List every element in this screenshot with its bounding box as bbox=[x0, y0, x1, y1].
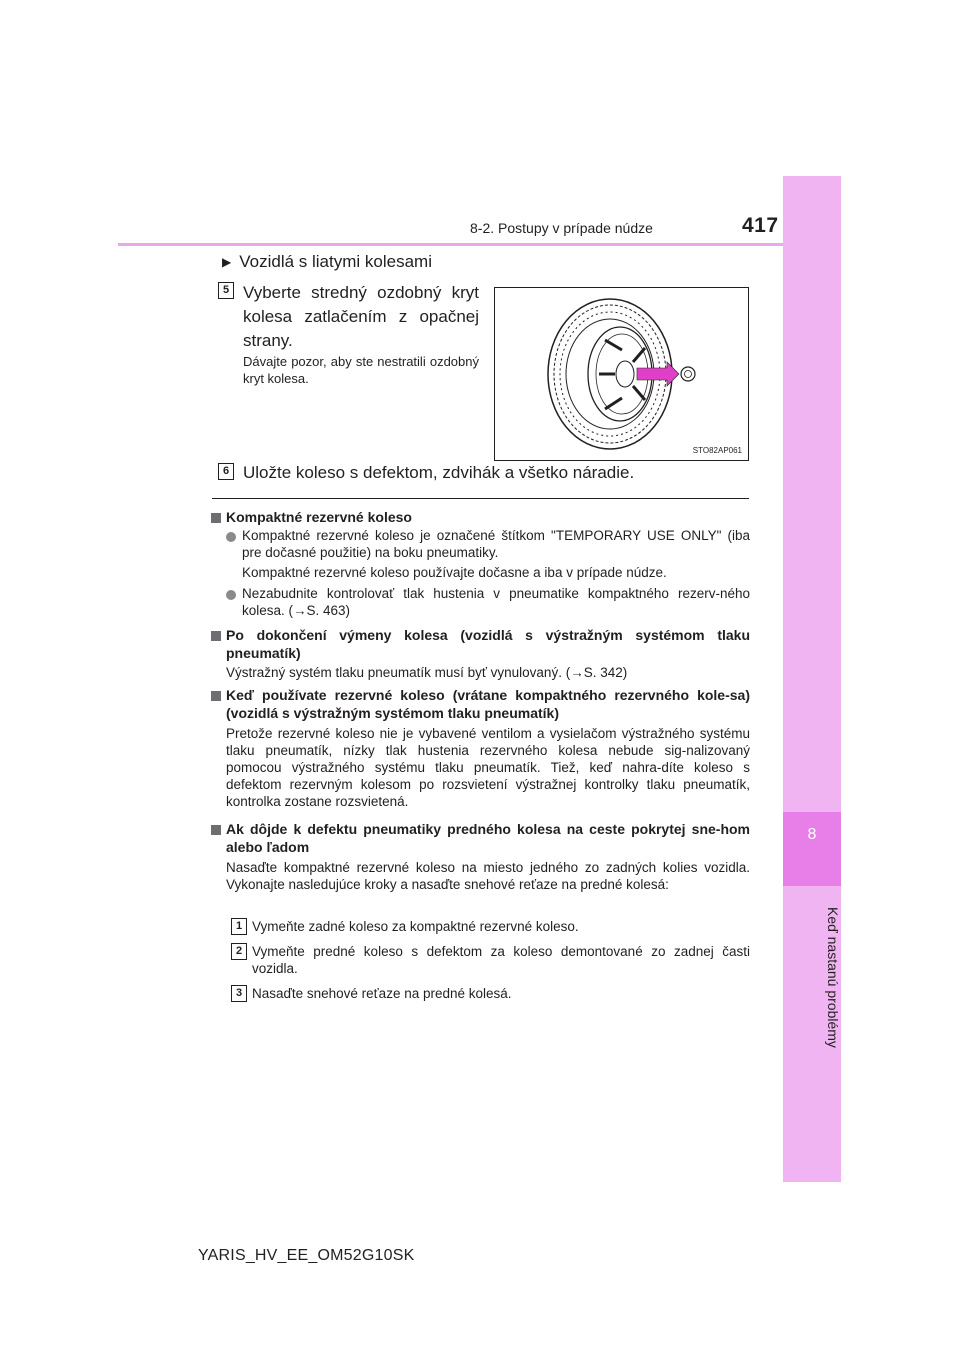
document-code: YARIS_HV_EE_OM52G10SK bbox=[198, 1247, 415, 1264]
step-number-box: 2 bbox=[231, 943, 247, 960]
note-bullet-text: Kompaktné rezervné koleso používajte dočasne a iba v prípade núdze. bbox=[242, 565, 667, 580]
section-title: 8-2. Postupy v prípade núdze bbox=[470, 220, 653, 236]
header-divider bbox=[118, 243, 840, 246]
square-bullet-icon bbox=[211, 631, 221, 641]
note-heading: Kompaktné rezervné koleso bbox=[226, 509, 412, 525]
square-bullet-icon bbox=[211, 825, 221, 835]
square-bullet-icon bbox=[211, 691, 221, 701]
chapter-side-tab-active bbox=[783, 812, 841, 886]
note-bullet-text: Kompaktné rezervné koleso je označené štítkom "TEMPORARY USE ONLY" (iba pre dočasné použitie) na boku pneumatiky. bbox=[242, 528, 750, 560]
tire-with-arrow-drawing bbox=[495, 288, 748, 460]
note-heading: Ak dôjde k defektu pneumatiky predného kolesa na ceste pokrytej sne-hom alebo ľadom bbox=[226, 821, 750, 855]
note-text: Pretože rezervné koleso nie je vybavené ventilom a vysielačom výstražného systému tlaku pneumatík, nízky tlak hustenia rezervného kolesa nebude sig-nalizovaný pomocou výstražného systému tlaku pneumatík. Tiež, keď nahra-díte koleso s defektom rezervným kolesom po rozsvietení výstražnej kontrolky tlaku pneumatík, kontrolka zostane rozsvietená. bbox=[226, 726, 750, 809]
step-text: Uložte koleso s defektom, zdvihák a všetko náradie. bbox=[243, 463, 635, 482]
square-bullet-icon bbox=[211, 513, 221, 523]
step-text: Vyberte stredný ozdobný kryt kolesa zatlačením z opačnej strany. bbox=[243, 283, 479, 350]
step-number-box: 6 bbox=[218, 463, 234, 480]
step-number-box: 5 bbox=[218, 282, 234, 299]
step-text: Nasaďte snehové reťaze na predné kolesá. bbox=[252, 986, 512, 1001]
step-text: Vymeňte predné koleso s defektom za koleso demontované zo zadnej časti vozidla. bbox=[252, 944, 750, 976]
chapter-title: Keď nastanú problémy bbox=[825, 906, 841, 1048]
note-heading: Po dokončení výmeny kolesa (vozidlá s výstražným systémom tlaku pneumatík) bbox=[226, 627, 750, 661]
circle-bullet-icon bbox=[226, 590, 236, 600]
step-note: Dávajte pozor, aby ste nestratili ozdobný kryt kolesa. bbox=[243, 354, 479, 386]
step-number-box: 1 bbox=[231, 918, 247, 935]
note-bullet-text: Nezabudnite kontrolovať tlak hustenia v pneumatike kompaktného rezerv-ného kolesa. (→S. 463) bbox=[242, 586, 750, 618]
subsection-heading: ▶ Vozidlá s liatymi kolesami bbox=[222, 252, 432, 271]
step-text: Vymeňte zadné koleso za kompaktné rezervné koleso. bbox=[252, 919, 579, 934]
chapter-number: 8 bbox=[807, 826, 817, 843]
triangle-bullet-icon: ▶ bbox=[222, 255, 232, 269]
page-number: 417 bbox=[742, 214, 779, 237]
wheel-cap-illustration bbox=[494, 287, 749, 461]
note-heading: Keď používate rezervné koleso (vrátane kompaktného rezervného kole-sa) (vozidlá s výstražným systémom tlaku pneumatík) bbox=[226, 687, 750, 721]
circle-bullet-icon bbox=[226, 532, 236, 542]
step-number-box: 3 bbox=[231, 985, 247, 1002]
note-text: Výstražný systém tlaku pneumatík musí byť vynulovaný. (→S. 342) bbox=[226, 665, 628, 680]
section-separator bbox=[212, 498, 749, 499]
note-text: Nasaďte kompaktné rezervné koleso na miesto jedného zo zadných kolies vozidla. Vykonajte nasledujúce kroky a nasaďte snehové reťaze na predné kolesá: bbox=[226, 860, 750, 892]
figure-code: STO82AP061 bbox=[692, 446, 742, 455]
